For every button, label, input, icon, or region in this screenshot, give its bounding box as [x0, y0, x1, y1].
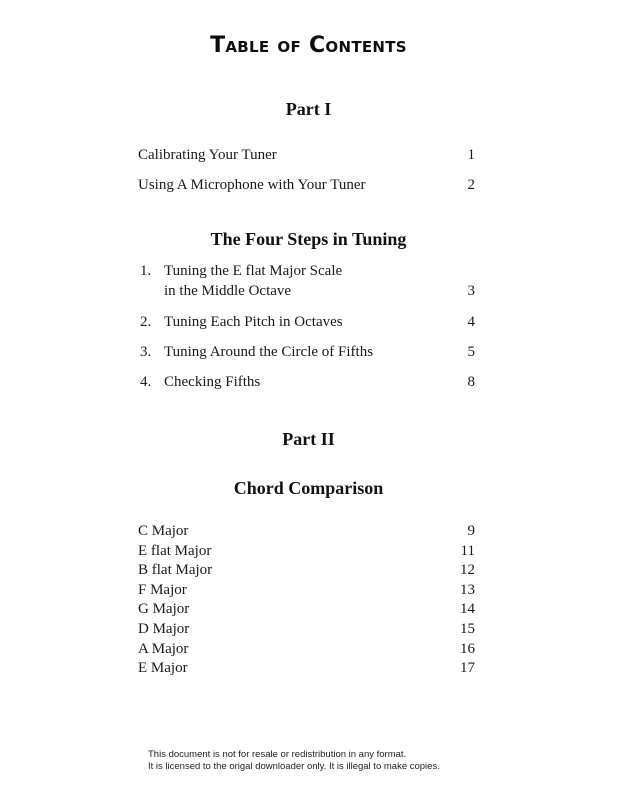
toc-entry[interactable] — [138, 600, 475, 620]
toc-entry-page: 2 — [467, 177, 475, 193]
page-title: Table of Contents — [210, 33, 407, 58]
toc-entry-label: Calibrating Your Tuner — [138, 147, 277, 163]
toc-entry-label: Tuning Around the Circle of Fifths — [164, 344, 374, 360]
toc-entry[interactable] — [138, 145, 475, 165]
toc-entry-label: Tuning Each Pitch in Octaves — [164, 314, 343, 330]
toc-entry-page: 15 — [460, 621, 475, 637]
part-two-heading: Part II — [282, 429, 335, 449]
toc-entry-page: 5 — [467, 344, 475, 360]
toc-entry-number: 3. — [140, 344, 152, 360]
part-one-heading: Part I — [285, 99, 332, 119]
toc-entry[interactable] — [138, 342, 475, 362]
toc-entry-number: 1. — [140, 263, 152, 279]
toc-entry[interactable] — [138, 372, 475, 392]
toc-entry-page: 16 — [460, 640, 475, 657]
toc-entry-label: Using A Microphone with Your Tuner — [138, 177, 366, 193]
toc-entry-label: Checking Fifths — [164, 374, 261, 390]
toc-entry-label: E flat Major — [138, 542, 212, 559]
toc-entry-page: 13 — [460, 581, 475, 598]
chord-comparison-heading: Chord Comparison — [233, 478, 384, 498]
toc-entry[interactable] — [138, 659, 475, 679]
license-notice-line2: It is licensed to the origal downloader only. It is illegal to make copies. — [148, 761, 440, 772]
toc-entry-page: 3 — [467, 283, 475, 299]
toc-entry-label: F Major — [138, 581, 187, 598]
toc-entry[interactable] — [138, 620, 475, 640]
toc-entry[interactable] — [138, 522, 475, 542]
toc-entry-page: 11 — [460, 542, 475, 559]
toc-entry-number: 2. — [140, 314, 152, 330]
toc-entry-label-line2: in the Middle Octave — [164, 283, 292, 299]
toc-entry[interactable] — [138, 640, 475, 660]
toc-entry-page: 9 — [467, 523, 475, 539]
toc-entry[interactable] — [138, 542, 475, 562]
toc-entry-label: B flat Major — [138, 562, 213, 579]
toc-entry-label: E Major — [138, 660, 188, 677]
toc-entry[interactable] — [138, 261, 475, 301]
toc-entry-page: 1 — [467, 147, 475, 163]
toc-entry[interactable] — [138, 312, 475, 332]
toc-entry-label: A Major — [138, 640, 189, 657]
toc-entry-label: C Major — [138, 523, 189, 539]
toc-entry-page: 12 — [460, 562, 475, 579]
toc-entry-label: G Major — [138, 601, 190, 618]
toc-entry[interactable] — [138, 561, 475, 581]
toc-entry-label: Tuning the E flat Major Scale — [164, 263, 343, 279]
toc-entry-page: 14 — [460, 601, 475, 618]
toc-entry[interactable] — [138, 581, 475, 601]
toc-entry-number: 4. — [140, 374, 152, 390]
license-notice-line1: This document is not for resale or redistribution in any format. — [148, 749, 407, 760]
toc-entry-page: 17 — [460, 660, 475, 677]
toc-entry-page: 4 — [467, 314, 475, 330]
four-steps-heading: The Four Steps in Tuning — [210, 229, 407, 249]
toc-entry-label: D Major — [138, 621, 190, 637]
toc-entry[interactable] — [138, 175, 475, 195]
toc-entry-page: 8 — [467, 374, 475, 390]
license-notice — [148, 749, 440, 773]
